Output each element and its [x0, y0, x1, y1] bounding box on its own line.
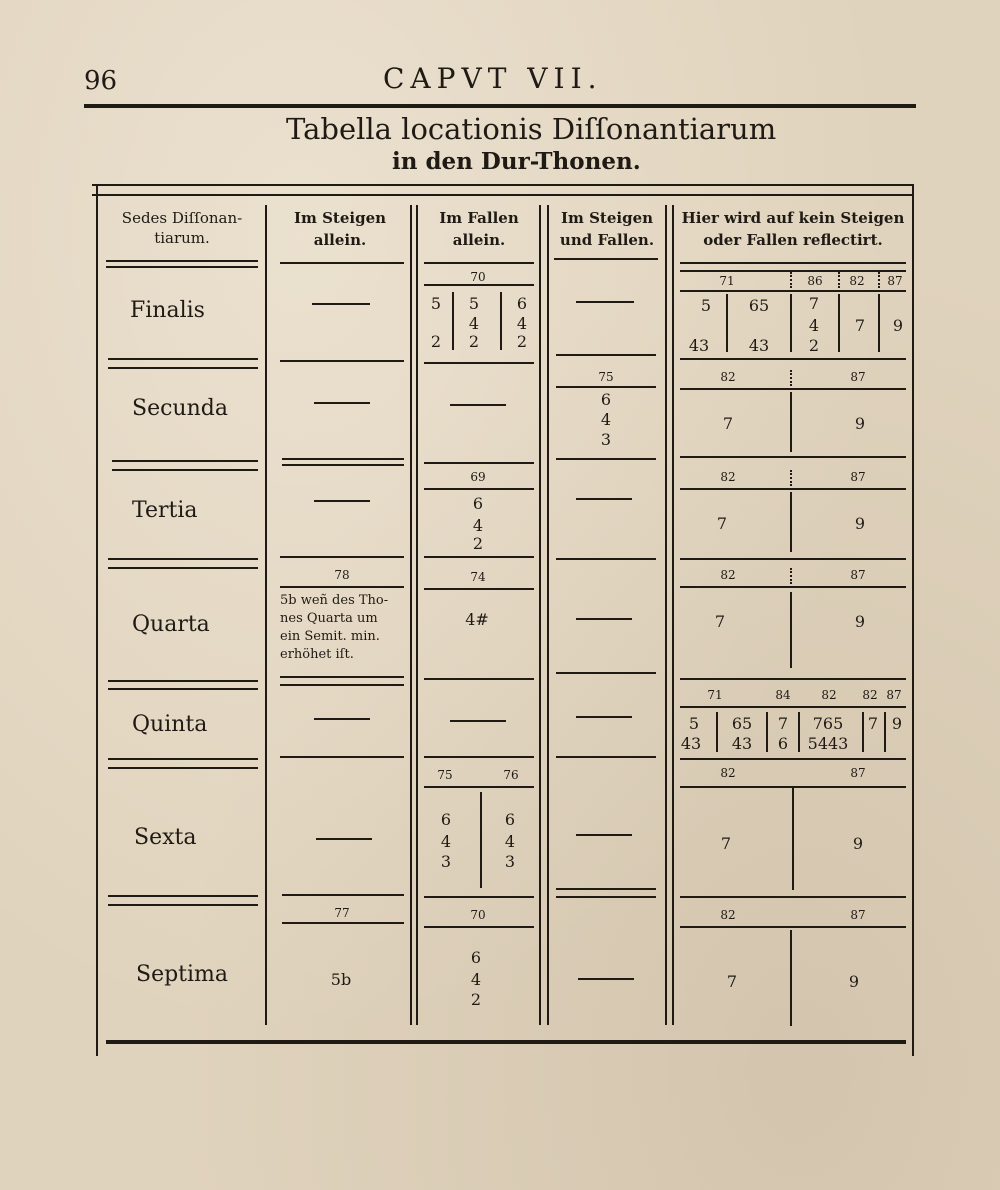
figure: 9: [854, 612, 866, 631]
ref-number: 70: [470, 270, 486, 284]
figure: 2: [472, 534, 484, 553]
figure: 9: [854, 514, 866, 533]
row-rule: [680, 558, 906, 560]
ref-number: 87: [850, 568, 866, 582]
row-label-quarta: Quarta: [132, 612, 210, 637]
figure: 2: [470, 990, 482, 1009]
row-rule: [556, 672, 656, 674]
row-label-quinta: Quinta: [132, 712, 208, 737]
divider: [790, 392, 792, 452]
table-left-border: [96, 186, 98, 1056]
ref-number: 75: [598, 370, 614, 384]
figure: 6: [516, 294, 528, 313]
dash-mark: [314, 718, 370, 720]
row-rule: [680, 678, 906, 680]
row-rule: [108, 688, 258, 690]
row-rule: [556, 458, 656, 460]
header-rise-line2: allein.: [313, 231, 367, 249]
row-rule: [108, 895, 258, 897]
col-sep-4: [665, 205, 667, 1025]
figure: 7: [808, 294, 820, 313]
figure: 765: [812, 714, 844, 733]
row-rule: [282, 458, 404, 460]
col-sep-2b: [416, 205, 418, 1025]
dash-mark: [578, 978, 634, 980]
figure: 4: [440, 832, 452, 851]
ref-number: 71: [719, 274, 735, 288]
running-head: CAPVT VII.: [383, 62, 603, 95]
quarta-rise-note-line2: nes Quarta um: [280, 611, 378, 626]
ref-number: 87: [850, 766, 866, 780]
ref-number: 82: [720, 766, 736, 780]
row-rule: [280, 556, 404, 558]
row-rule: [108, 558, 258, 560]
header-rise-line1: Im Steigen: [293, 209, 387, 227]
figure: 6: [472, 494, 484, 513]
figure: 2: [516, 332, 528, 351]
row-rule: [112, 469, 258, 471]
row-rule: [680, 586, 906, 588]
divider: [790, 930, 792, 1026]
ref-number: 87: [850, 908, 866, 922]
dash-mark: [576, 498, 632, 500]
dotted-divider: [838, 272, 840, 288]
row-rule: [112, 460, 258, 462]
ref-number: 82: [720, 908, 736, 922]
figure: 9: [852, 834, 864, 853]
figure: 6: [777, 734, 789, 753]
figure: 4: [470, 970, 482, 989]
table-top-rule: [92, 184, 914, 186]
ref-number: 82: [720, 370, 736, 384]
figure: 9: [891, 714, 903, 733]
divider: [766, 712, 768, 752]
figure: 6: [504, 810, 516, 829]
dotted-divider: [790, 568, 792, 584]
hdr-rule-5: [680, 262, 906, 264]
row-rule: [556, 354, 656, 356]
dash-mark: [576, 618, 632, 620]
row-rule: [424, 756, 534, 758]
row-rule: [680, 290, 906, 292]
row-rule: [680, 456, 906, 458]
figure: 2: [468, 332, 480, 351]
figure: 5b: [330, 970, 352, 989]
figure: 7: [726, 972, 738, 991]
header-reflect-line1: Hier wird auf kein Steigen: [681, 209, 905, 227]
row-label-secunda: Secunda: [132, 396, 228, 421]
ref-number: 69: [470, 470, 486, 484]
ref-number: 75: [437, 768, 453, 782]
dash-mark: [316, 838, 372, 840]
figure: 7: [714, 612, 726, 631]
dash-mark: [576, 716, 632, 718]
row-rule: [556, 756, 656, 758]
figure: 4: [808, 316, 820, 335]
dash-mark: [314, 500, 370, 502]
row-rule: [424, 588, 534, 590]
dotted-divider: [790, 370, 792, 386]
row-rule: [424, 462, 534, 464]
ref-number: 87: [886, 688, 902, 702]
row-rule: [556, 386, 656, 388]
row-rule: [556, 558, 656, 560]
ref-number: 82: [862, 688, 878, 702]
figure: 2: [430, 332, 442, 351]
figure: 3: [440, 852, 452, 871]
head-rule: [84, 104, 916, 108]
figure: 7: [722, 414, 734, 433]
row-rule: [108, 758, 258, 760]
table-bottom-rule: [106, 1040, 906, 1044]
quarta-rise-note-line4: erhöhet iſt.: [280, 647, 354, 662]
dotted-divider: [790, 272, 792, 288]
ref-number: 76: [503, 768, 519, 782]
row-rule: [556, 888, 656, 890]
quarta-rise-note-line3: ein Semit. min.: [280, 629, 380, 644]
figure: 65: [748, 296, 770, 315]
ref-number: 82: [849, 274, 865, 288]
col-sep-2: [410, 205, 412, 1025]
page-number: 96: [84, 66, 118, 96]
dash-mark: [450, 404, 506, 406]
col-sep-1: [265, 205, 267, 1025]
row-rule: [280, 586, 404, 588]
table-top-rule-2: [92, 194, 914, 196]
dash-mark: [576, 834, 632, 836]
row-label-tertia: Tertia: [132, 498, 198, 523]
figure: 4: [504, 832, 516, 851]
row-rule: [680, 488, 906, 490]
ref-number: 82: [720, 470, 736, 484]
hdr-rule-1: [106, 260, 258, 262]
row-label-septima: Septima: [136, 962, 229, 987]
row-rule: [424, 896, 534, 898]
header-fall-line1: Im Fallen: [439, 209, 519, 227]
row-rule: [424, 926, 534, 928]
row-rule: [280, 756, 404, 758]
divider: [878, 294, 880, 352]
figure: 7: [716, 514, 728, 533]
header-both-line1: Im Steigen: [560, 209, 654, 227]
figure: 5: [430, 294, 442, 313]
figure: 6: [470, 948, 482, 967]
row-rule: [282, 922, 404, 924]
table-subtitle: in den Dur-Thonen.: [392, 148, 641, 175]
divider: [884, 712, 886, 752]
row-rule: [424, 786, 534, 788]
row-rule: [282, 464, 404, 466]
ref-number: 82: [821, 688, 837, 702]
ref-number: 77: [334, 906, 350, 920]
row-rule: [108, 567, 258, 569]
figure: 3: [600, 430, 612, 449]
row-rule: [556, 896, 656, 898]
divider: [716, 712, 718, 752]
row-rule: [680, 388, 906, 390]
figure: 5: [468, 294, 480, 313]
figure: 6: [600, 390, 612, 409]
ref-number: 87: [887, 274, 903, 288]
hdr-rule-3: [424, 262, 534, 264]
figure: 2: [808, 336, 820, 355]
row-rule: [108, 767, 258, 769]
dotted-divider: [790, 470, 792, 486]
figure: 9: [854, 414, 866, 433]
row-rule: [108, 680, 258, 682]
row-rule: [108, 358, 258, 360]
divider: [790, 592, 792, 668]
figure: 65: [731, 714, 753, 733]
ref-number: 78: [334, 568, 350, 582]
figure: 9: [848, 972, 860, 991]
hdr-rule-2: [280, 262, 404, 264]
row-rule: [424, 362, 534, 364]
row-rule: [108, 904, 258, 906]
ref-number: 70: [470, 908, 486, 922]
header-sedes: Sedes Diſſonan-tiarum.: [121, 209, 243, 247]
row-rule: [280, 676, 404, 678]
col-sep-4b: [672, 205, 674, 1025]
row-rule: [424, 556, 534, 558]
row-rule: [680, 926, 906, 928]
dash-mark: [450, 720, 506, 722]
hdr-rule-4: [554, 258, 658, 260]
row-rule: [280, 684, 404, 686]
row-rule: [680, 758, 906, 760]
figure: 5: [688, 714, 700, 733]
hdr-rule-1b: [106, 266, 258, 268]
table-right-border: [912, 186, 914, 1056]
figure: 5443: [807, 734, 849, 753]
figure: 43: [748, 336, 770, 355]
ref-number: 87: [850, 470, 866, 484]
figure: 7: [854, 316, 866, 335]
divider: [862, 712, 864, 752]
row-rule: [424, 678, 534, 680]
divider: [792, 788, 794, 890]
figure: 43: [680, 734, 702, 753]
ref-number: 86: [807, 274, 823, 288]
row-rule: [680, 896, 906, 898]
ref-number: 71: [707, 688, 723, 702]
figure: 7: [720, 834, 732, 853]
ref-number: 87: [850, 370, 866, 384]
figure: 4#: [465, 610, 489, 629]
row-rule: [680, 706, 906, 708]
dash-mark: [576, 301, 634, 303]
row-rule: [282, 894, 404, 896]
figure: 7: [777, 714, 789, 733]
row-label-sexta: Sexta: [134, 825, 197, 850]
figure: 43: [731, 734, 753, 753]
quarta-rise-note-line1: 5b weñ des Tho-: [280, 593, 389, 608]
figure: 7: [867, 714, 879, 733]
figure: 4: [516, 314, 528, 333]
table-title: Tabella locationis Diſſonantiarum: [286, 112, 777, 146]
dotted-divider: [878, 272, 880, 288]
divider: [838, 294, 840, 352]
divider: [480, 792, 482, 888]
col-sep-3: [539, 205, 541, 1025]
header-reflect-line2: oder Fallen reflectirt.: [703, 231, 883, 249]
row-rule: [280, 360, 404, 362]
figure: 9: [892, 316, 904, 335]
row-rule: [424, 488, 534, 490]
row-rule: [680, 270, 906, 272]
dash-mark: [312, 303, 370, 305]
header-fall-line2: allein.: [452, 231, 506, 249]
figure: 3: [504, 852, 516, 871]
divider: [726, 294, 728, 352]
divider: [500, 292, 502, 350]
divider: [790, 492, 792, 552]
figure: 6: [440, 810, 452, 829]
figure: 5: [700, 296, 712, 315]
header-both-line2: und Fallen.: [559, 231, 655, 249]
row-rule: [424, 284, 534, 286]
figure: 4: [600, 410, 612, 429]
ref-number: 74: [470, 570, 486, 584]
figure: 4: [468, 314, 480, 333]
ref-number: 84: [775, 688, 791, 702]
divider: [790, 294, 792, 352]
row-label-finalis: Finalis: [130, 298, 205, 323]
ref-number: 82: [720, 568, 736, 582]
figure: 43: [688, 336, 710, 355]
figure: 4: [472, 516, 484, 535]
divider: [798, 712, 800, 752]
row-rule: [680, 358, 906, 360]
divider: [452, 292, 454, 350]
row-rule: [108, 367, 258, 369]
col-sep-3b: [547, 205, 549, 1025]
dash-mark: [314, 402, 370, 404]
